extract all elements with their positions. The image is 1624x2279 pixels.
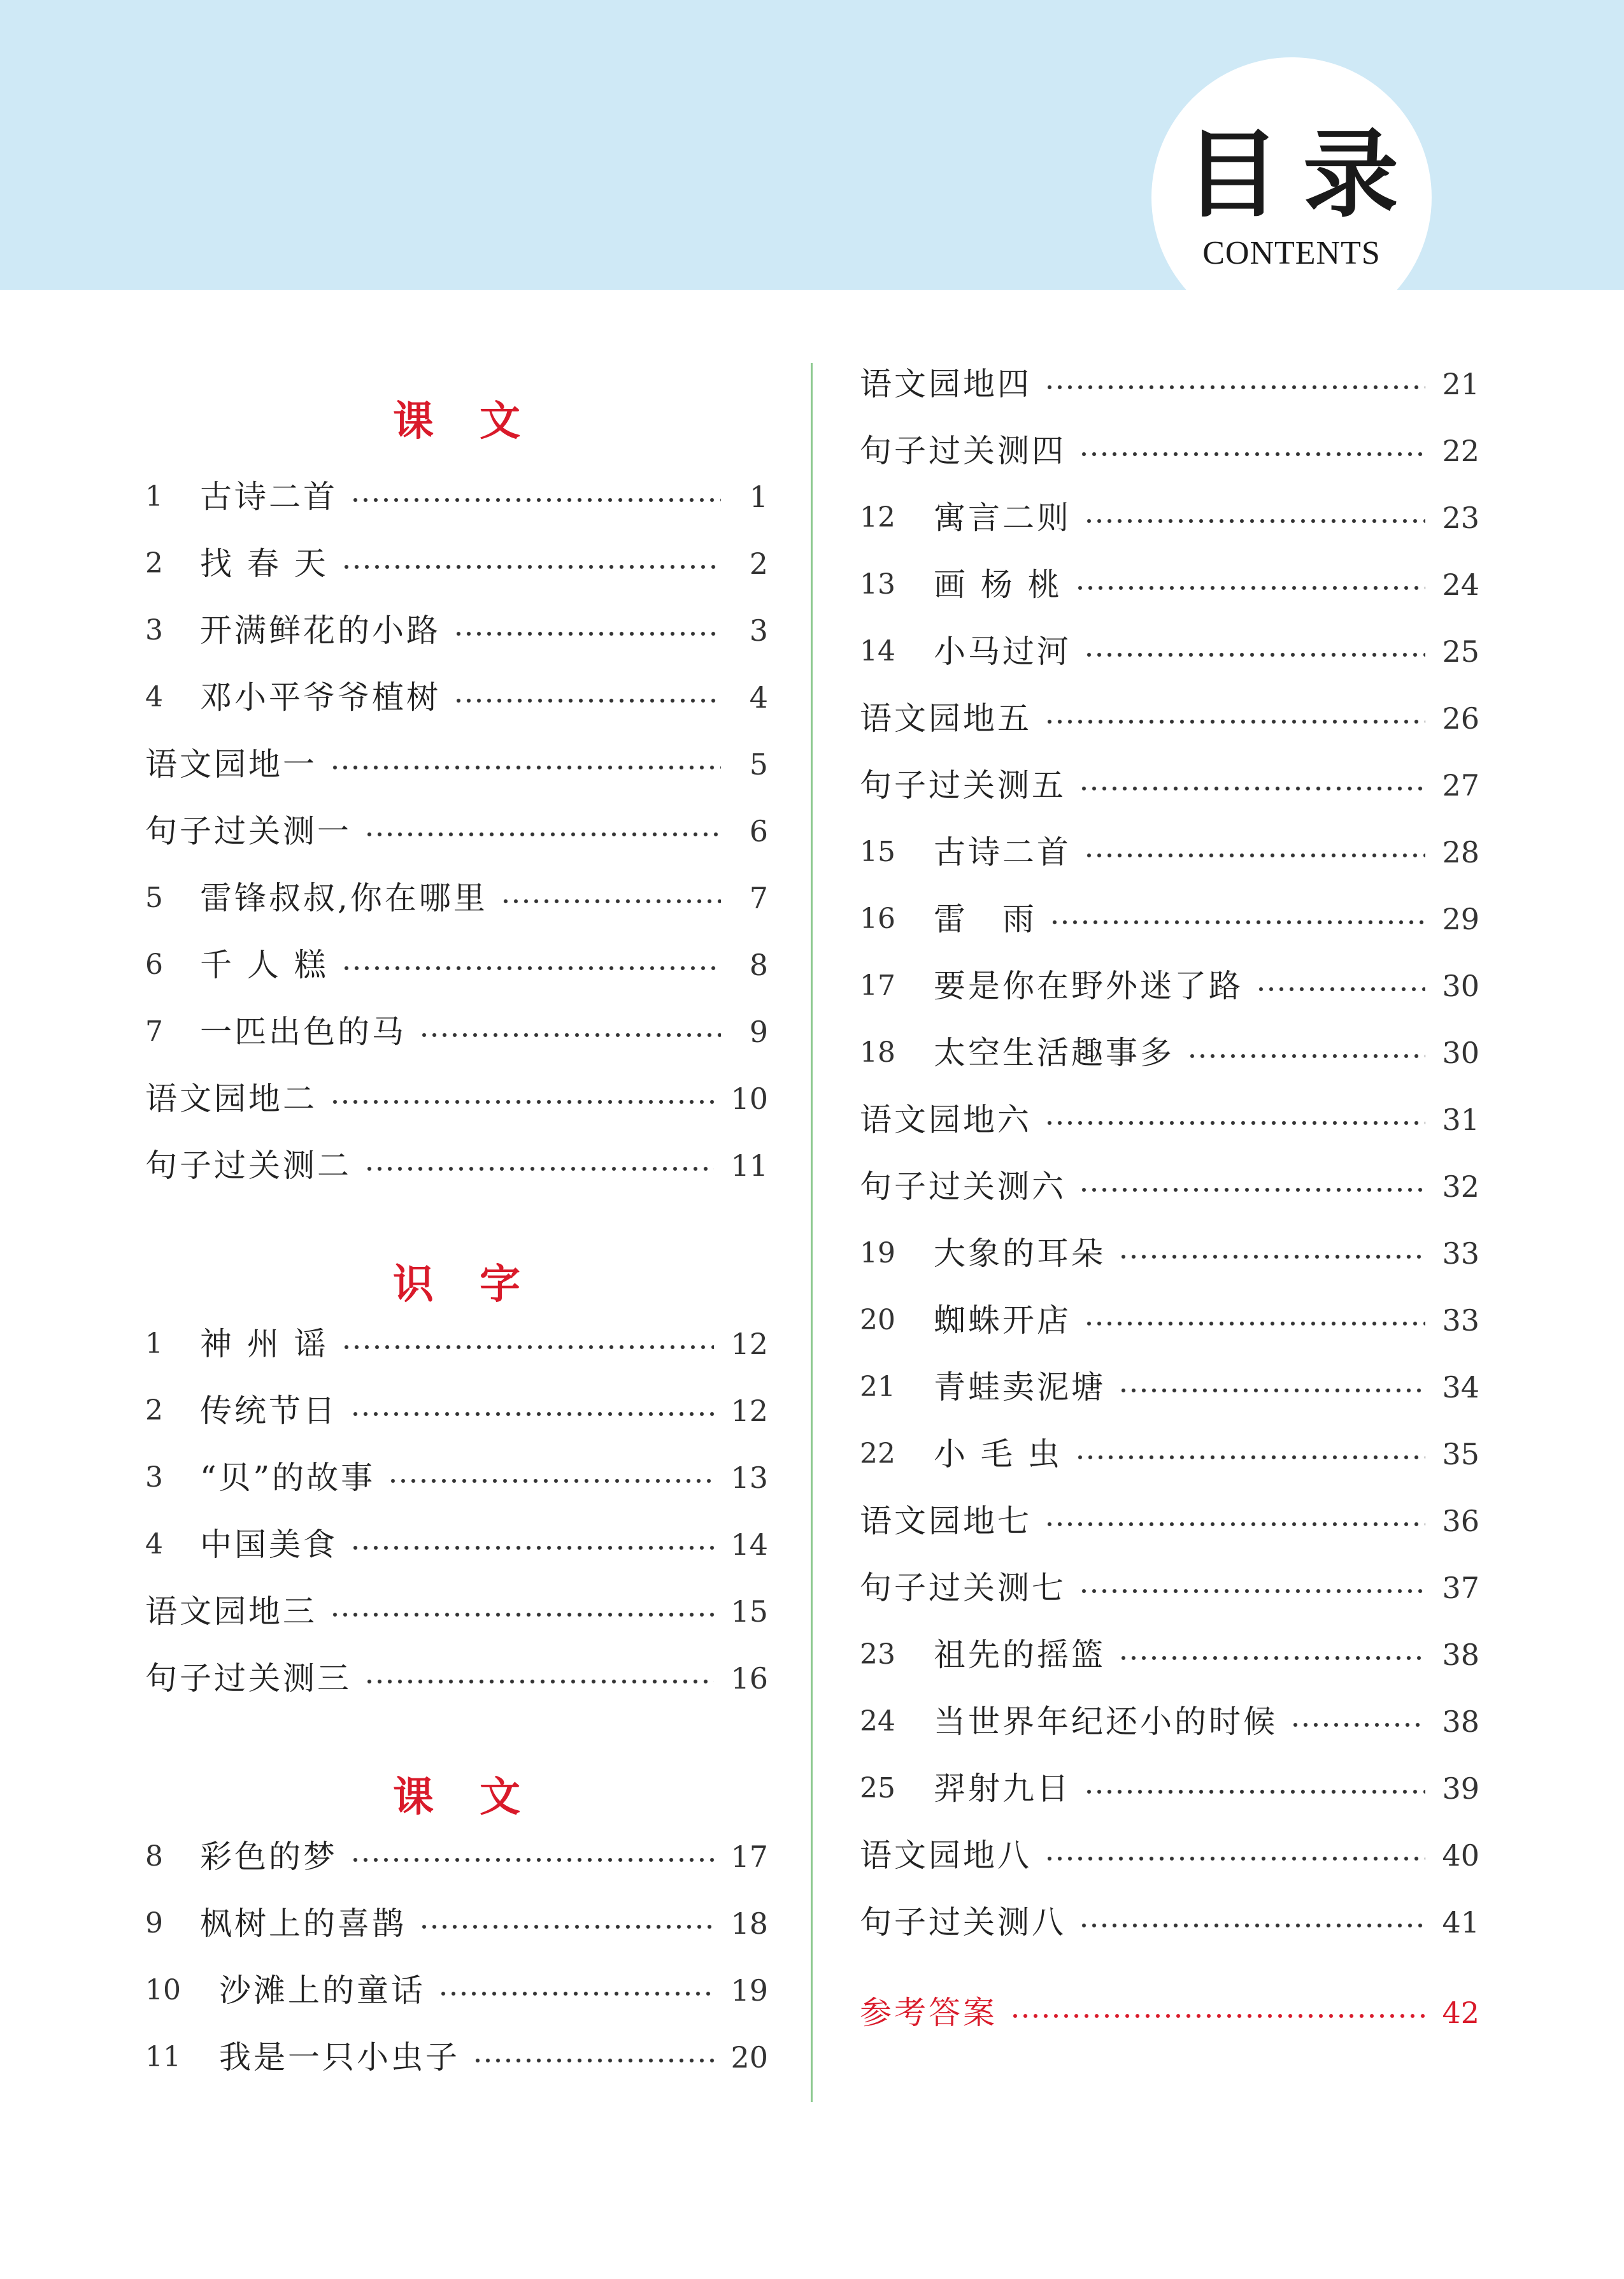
toc-entry-page: 11 <box>730 1148 768 1183</box>
toc-entry[interactable] <box>860 896 1479 942</box>
toc-entry[interactable] <box>860 1632 1479 1678</box>
toc-entry-title: “贝”的故事 <box>200 1459 376 1496</box>
toc-entry-number: 8 <box>145 1840 163 1873</box>
toc-entry-title: 语文园地八 <box>860 1837 1032 1874</box>
toc-entry[interactable] <box>860 495 1479 541</box>
toc-entry-number: 14 <box>860 635 895 668</box>
dot-leader <box>350 1544 714 1552</box>
toc-entry-page: 25 <box>1442 634 1479 669</box>
dot-leader <box>364 1678 714 1685</box>
toc-entry-number: 13 <box>860 568 895 601</box>
dot-leader <box>1044 1119 1425 1127</box>
toc-entry-number: 12 <box>860 501 895 534</box>
toc-entry-answers[interactable] <box>860 1990 1479 2036</box>
dot-leader <box>1079 1922 1425 1929</box>
toc-entry-page: 17 <box>730 1840 768 1874</box>
dot-leader <box>330 1098 714 1106</box>
toc-entry-number: 2 <box>145 1394 163 1427</box>
toc-entry-number: 4 <box>145 1528 163 1561</box>
toc-entry[interactable] <box>860 696 1479 741</box>
toc-entry-title: 语文园地五 <box>860 700 1032 737</box>
toc-entry-page: 23 <box>1442 501 1479 535</box>
toc-entry-title: 语文园地七 <box>860 1503 1032 1540</box>
page-subtitle: CONTENTS <box>1202 235 1381 271</box>
toc-entry[interactable] <box>860 1297 1479 1343</box>
toc-entry-title: 一匹出色的马 <box>200 1013 406 1050</box>
toc-entry[interactable] <box>145 741 768 787</box>
toc-entry-page: 14 <box>730 1527 768 1562</box>
toc-entry[interactable] <box>860 629 1479 675</box>
toc-entry-number: 11 <box>145 2041 181 2073</box>
toc-entry-page: 33 <box>1442 1236 1479 1271</box>
toc-entry-number: 10 <box>145 1974 181 2006</box>
toc-entry-page: 42 <box>1442 1996 1479 2030</box>
toc-entry[interactable] <box>860 829 1479 875</box>
toc-entry-title: 语文园地二 <box>145 1080 317 1117</box>
toc-entry-title: 千 人 糕 <box>200 947 329 983</box>
column-divider <box>811 363 813 2102</box>
dot-leader <box>350 1856 714 1864</box>
dot-leader <box>1044 383 1425 391</box>
toc-entry[interactable] <box>860 1498 1479 1544</box>
toc-entry-number: 18 <box>860 1036 895 1069</box>
toc-entry-page: 28 <box>1442 835 1479 869</box>
dot-leader <box>1050 918 1425 926</box>
toc-entry[interactable] <box>145 1968 768 2013</box>
dot-leader <box>453 697 721 704</box>
section-heading: 课文 <box>393 1773 566 1821</box>
toc-entry[interactable] <box>860 1766 1479 1811</box>
toc-entry-title: 句子过关测四 <box>860 432 1066 469</box>
toc-entry-title: 我是一只小虫子 <box>219 2039 460 2076</box>
toc-entry-number: 24 <box>860 1705 895 1738</box>
toc-entry[interactable] <box>860 1431 1479 1477</box>
toc-entry[interactable] <box>145 1143 768 1189</box>
toc-entry[interactable] <box>860 1899 1479 1945</box>
toc-entry-title: 沙滩上的童话 <box>219 1972 425 2009</box>
toc-entry-page: 4 <box>749 680 768 715</box>
toc-entry-page: 12 <box>730 1327 768 1361</box>
toc-entry[interactable] <box>145 1522 768 1568</box>
toc-entry-title: 寓言二则 <box>934 499 1071 536</box>
dot-leader <box>1075 584 1426 592</box>
dot-leader <box>453 630 721 638</box>
toc-entry[interactable] <box>860 1699 1479 1745</box>
toc-entry[interactable] <box>145 1589 768 1634</box>
page-title: 目录 <box>1184 120 1421 231</box>
toc-entry-number: 20 <box>860 1304 895 1336</box>
toc-entry-title: 神 州 谣 <box>200 1325 329 1362</box>
toc-entry-number: 19 <box>860 1237 895 1269</box>
toc-entry-page: 27 <box>1442 768 1479 803</box>
toc-entry[interactable] <box>145 1009 768 1055</box>
dot-leader <box>1256 985 1425 993</box>
dot-leader <box>1118 1387 1425 1394</box>
dot-leader <box>501 897 721 905</box>
toc-entry-page: 29 <box>1442 902 1479 936</box>
toc-entry[interactable] <box>860 1030 1479 1076</box>
toc-entry-title: 羿射九日 <box>934 1770 1071 1807</box>
toc-entry-number: 22 <box>860 1438 895 1470</box>
toc-entry-number: 15 <box>860 836 895 868</box>
toc-entry-page: 24 <box>1442 568 1479 602</box>
toc-entry-title: 句子过关测六 <box>860 1168 1066 1205</box>
toc-entry-title: 中国美食 <box>200 1526 338 1563</box>
toc-entry-title: 句子过关测七 <box>860 1569 1066 1606</box>
dot-leader <box>1079 1587 1425 1595</box>
toc-entry[interactable] <box>145 1455 768 1501</box>
toc-entry-page: 6 <box>749 814 768 848</box>
toc-entry[interactable] <box>145 875 768 921</box>
toc-entry-number: 9 <box>145 1907 163 1940</box>
toc-entry-title: 蜘蛛开店 <box>934 1302 1071 1339</box>
toc-entry[interactable] <box>145 474 768 520</box>
dot-leader <box>1075 1454 1426 1461</box>
toc-entry-title: 句子过关测五 <box>860 767 1066 804</box>
dot-leader <box>364 831 721 838</box>
dot-leader <box>1084 517 1425 525</box>
toc-entry-page: 40 <box>1442 1838 1479 1873</box>
dot-leader <box>1079 1186 1425 1194</box>
toc-entry-number: 25 <box>860 1772 895 1804</box>
toc-entry-number: 21 <box>860 1371 895 1403</box>
toc-entry-number: 1 <box>145 1327 163 1360</box>
toc-entry-number: 1 <box>145 480 163 513</box>
toc-entry-title: 枫树上的喜鹊 <box>200 1905 406 1942</box>
header-band <box>0 0 1624 290</box>
dot-leader <box>1187 1052 1425 1060</box>
toc-entry-title: 语文园地三 <box>145 1593 317 1630</box>
dot-leader <box>1010 2012 1425 2020</box>
toc-entry[interactable] <box>860 562 1479 608</box>
toc-entry[interactable] <box>860 361 1479 407</box>
toc-entry-number: 4 <box>145 681 163 713</box>
toc-entry-page: 41 <box>1442 1905 1479 1940</box>
toc-entry-number: 7 <box>145 1015 163 1048</box>
dot-leader <box>1044 1520 1425 1528</box>
dot-leader <box>473 2057 714 2064</box>
toc-entry-page: 38 <box>1442 1704 1479 1739</box>
toc-entry-page: 3 <box>749 613 768 648</box>
toc-entry-page: 20 <box>730 2040 768 2075</box>
section-heading: 识字 <box>393 1261 566 1308</box>
toc-entry-title: 彩色的梦 <box>200 1838 338 1875</box>
toc-entry-title: 句子过关测二 <box>145 1147 352 1184</box>
toc-entry-number: 23 <box>860 1638 895 1671</box>
toc-entry-title: 开满鲜花的小路 <box>200 612 441 649</box>
dot-leader <box>1079 450 1425 458</box>
dot-leader <box>1084 1788 1425 1796</box>
toc-entry[interactable] <box>860 1231 1479 1276</box>
dot-leader <box>419 1031 721 1039</box>
toc-entry-page: 15 <box>730 1594 768 1629</box>
dot-leader <box>1084 852 1425 859</box>
toc-entry-page: 7 <box>749 881 768 915</box>
toc-entry-page: 34 <box>1442 1370 1479 1404</box>
toc-entry-page: 2 <box>749 547 768 581</box>
toc-entry[interactable] <box>145 942 768 988</box>
toc-entry-title: 雷 雨 <box>934 901 1037 938</box>
toc-entry-title: 雷锋叔叔,你在哪里 <box>200 880 488 917</box>
toc-entry-title: 小 毛 虫 <box>934 1436 1062 1473</box>
toc-entry-number: 16 <box>860 903 895 935</box>
toc-entry[interactable] <box>145 1901 768 1947</box>
toc-entry[interactable] <box>145 1834 768 1880</box>
toc-entry-page: 13 <box>730 1461 768 1495</box>
toc-entry-page: 8 <box>749 948 768 982</box>
dot-leader <box>1079 785 1425 792</box>
dot-leader <box>438 1990 714 1997</box>
toc-entry-page: 36 <box>1442 1504 1479 1538</box>
dot-leader <box>1290 1721 1425 1729</box>
toc-entry-page: 37 <box>1442 1571 1479 1605</box>
toc-entry-number: 3 <box>145 614 163 647</box>
toc-entry[interactable] <box>145 2034 768 2080</box>
toc-entry[interactable] <box>860 963 1479 1009</box>
toc-entry-title: 古诗二首 <box>934 834 1071 871</box>
toc-entry-title: 青蛙卖泥塘 <box>934 1369 1106 1406</box>
dot-leader <box>341 1343 715 1351</box>
dot-leader <box>419 1923 714 1931</box>
dot-leader <box>1044 1855 1425 1862</box>
toc-entry-page: 21 <box>1442 367 1479 401</box>
toc-entry-page: 18 <box>730 1906 768 1941</box>
toc-entry-page: 31 <box>1442 1103 1479 1137</box>
toc-entry[interactable] <box>860 1565 1479 1611</box>
title-badge <box>1151 57 1432 338</box>
dot-leader <box>341 964 721 972</box>
toc-entry-page: 32 <box>1442 1169 1479 1204</box>
toc-entry-page: 19 <box>730 1973 768 2008</box>
toc-entry[interactable] <box>145 808 768 854</box>
toc-entry[interactable] <box>145 608 768 654</box>
dot-leader <box>330 1611 714 1618</box>
toc-entry-page: 33 <box>1442 1303 1479 1338</box>
toc-entry[interactable] <box>145 675 768 720</box>
dot-leader <box>1118 1253 1425 1261</box>
dot-leader <box>388 1477 714 1485</box>
toc-entry-title: 小马过河 <box>934 633 1071 670</box>
dot-leader <box>1084 1320 1425 1327</box>
toc-entry[interactable] <box>860 762 1479 808</box>
toc-entry-page: 35 <box>1442 1437 1479 1471</box>
toc-entry-page: 22 <box>1442 434 1479 468</box>
dot-leader <box>330 764 721 771</box>
toc-entry-title: 邓小平爷爷植树 <box>200 679 441 716</box>
toc-entry-page: 38 <box>1442 1638 1479 1672</box>
toc-entry-title: 古诗二首 <box>200 478 338 515</box>
toc-entry-title: 太空生活趣事多 <box>934 1034 1174 1071</box>
toc-entry[interactable] <box>860 1164 1479 1210</box>
toc-entry-title: 画 杨 桃 <box>934 566 1062 603</box>
toc-entry[interactable] <box>145 1321 768 1367</box>
dot-leader <box>1044 718 1425 725</box>
toc-entry-title: 传统节日 <box>200 1392 338 1429</box>
toc-entry[interactable] <box>860 1832 1479 1878</box>
toc-entry-page: 9 <box>749 1015 768 1049</box>
toc-entry-page: 30 <box>1442 1036 1479 1070</box>
toc-entry[interactable] <box>860 1364 1479 1410</box>
toc-entry-title: 要是你在野外迷了路 <box>934 968 1243 1004</box>
toc-entry-number: 3 <box>145 1461 163 1494</box>
toc-entry-title: 语文园地四 <box>860 366 1032 403</box>
toc-entry-title: 参考答案 <box>860 1994 997 2031</box>
dot-leader <box>341 563 721 571</box>
toc-entry-title: 句子过关测三 <box>145 1660 352 1697</box>
toc-entry[interactable] <box>145 1388 768 1434</box>
toc-entry-page: 5 <box>749 747 768 782</box>
toc-entry[interactable] <box>860 1097 1479 1143</box>
dot-leader <box>1118 1654 1425 1662</box>
toc-entry-title: 找 春 天 <box>200 545 329 582</box>
toc-entry-number: 2 <box>145 547 163 580</box>
toc-entry-number: 6 <box>145 948 163 981</box>
toc-entry-title: 语文园地六 <box>860 1101 1032 1138</box>
toc-entry-title: 句子过关测一 <box>145 813 352 850</box>
toc-entry-page: 10 <box>730 1082 768 1116</box>
toc-entry[interactable] <box>145 541 768 587</box>
toc-entry-page: 1 <box>749 480 768 514</box>
toc-entry-title: 大象的耳朵 <box>934 1235 1106 1272</box>
dot-leader <box>364 1165 714 1173</box>
toc-entry-title: 当世界年纪还小的时候 <box>934 1703 1278 1740</box>
toc-entry-number: 17 <box>860 969 895 1002</box>
toc-entry[interactable] <box>145 1076 768 1122</box>
toc-entry-page: 16 <box>730 1661 768 1696</box>
toc-entry-page: 26 <box>1442 701 1479 736</box>
dot-leader <box>350 1410 714 1418</box>
dot-leader <box>350 496 721 504</box>
toc-entry-page: 39 <box>1442 1771 1479 1806</box>
toc-entry-title: 语文园地一 <box>145 746 317 783</box>
toc-entry-title: 祖先的摇篮 <box>934 1636 1106 1673</box>
dot-leader <box>1084 651 1425 659</box>
toc-entry[interactable] <box>145 1655 768 1701</box>
toc-entry-page: 12 <box>730 1394 768 1428</box>
toc-entry-number: 5 <box>145 882 163 914</box>
toc-entry-page: 30 <box>1442 969 1479 1003</box>
toc-entry[interactable] <box>860 428 1479 474</box>
toc-entry-title: 句子过关测八 <box>860 1904 1066 1941</box>
section-heading: 课文 <box>393 397 566 445</box>
